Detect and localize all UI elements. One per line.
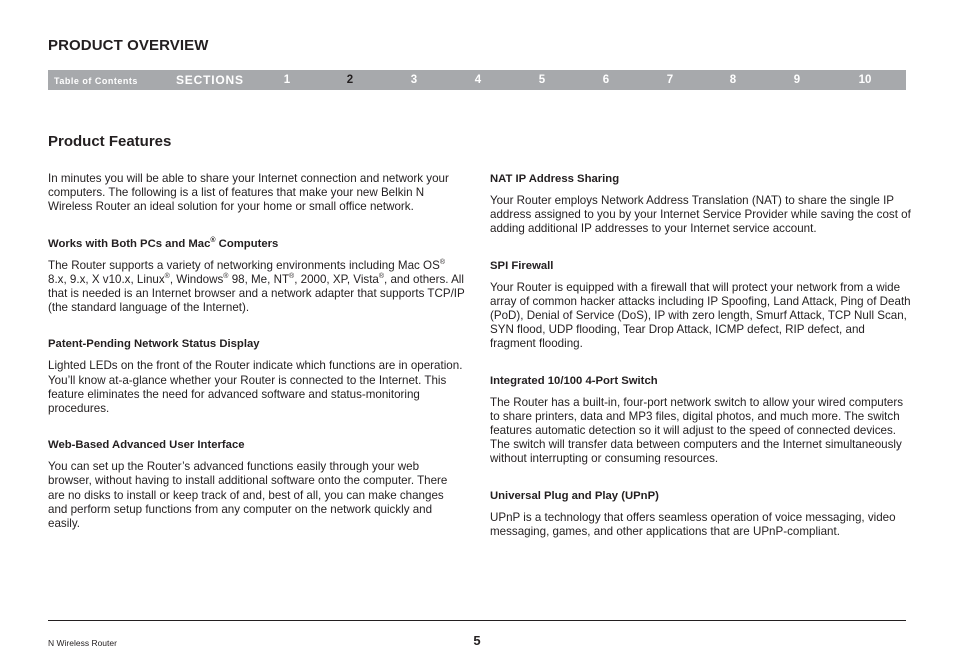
feature-body: The Router has a built-in, four-port network switch to allow your wired computers to share printers, data and MP3 files, digital photos, and much more. The switch features automatic detection so it will adjust to the speed of connected devices. The switch will transfer data between computers and the Internet simultaneously without interrupting or consuming resources. xyxy=(490,395,904,466)
sections-label: SECTIONS xyxy=(176,73,244,87)
section-link-10[interactable]: 10 xyxy=(858,74,872,86)
section-link-5[interactable]: 5 xyxy=(538,74,546,86)
footer-divider xyxy=(48,620,906,621)
table-of-contents-link[interactable]: Table of Contents xyxy=(54,76,138,86)
feature-heading: Universal Plug and Play (UPnP) xyxy=(490,489,659,502)
feature-heading: NAT IP Address Sharing xyxy=(490,173,620,185)
feature-heading: SPI Firewall xyxy=(490,259,554,272)
feature-heading: Patent-Pending Network Status Display xyxy=(48,338,260,351)
intro-paragraph: In minutes you will be able to share your Internet connection and network your computers. The following is a list of features that make your new Belkin N Wireless Router an ideal solution for your home or small office network. xyxy=(48,172,449,214)
feature-body: Lighted LEDs on the front of the Router indicate which functions are in operation. You’ll know at-a-glance whether your Router is connected to the Internet. This feature eliminates the need for advanced software and status-monitoring procedures. xyxy=(48,359,463,416)
feature-body: UPnP is a technology that offers seamless operation of voice messaging, video messaging, games, and other applications that are UPnP-compliant. xyxy=(490,510,896,538)
left-column xyxy=(48,172,466,531)
feature-body: The Router supports a variety of networking environments including Mac OS® 8.x, 9.x, X v10.x, Linux®, Windows® 98, Me, NT®, 2000, XP, Vista®, and others. All that is needed is an Internet browser and a network adapter that supports TCP/IP (the standard language of the Internet). xyxy=(48,258,465,315)
feature-heading: Web-Based Advanced User Interface xyxy=(48,439,245,452)
section-link-3[interactable]: 3 xyxy=(410,74,418,86)
page-number: 5 xyxy=(473,633,481,648)
section-link-1[interactable]: 1 xyxy=(283,74,291,86)
section-link-7[interactable]: 7 xyxy=(666,74,674,86)
page-header-title: PRODUCT OVERVIEW xyxy=(48,37,209,54)
section-link-9[interactable]: 9 xyxy=(793,74,801,86)
right-column xyxy=(490,172,912,539)
section-navbar xyxy=(48,70,906,90)
section-title: Product Features xyxy=(48,133,172,150)
section-link-6[interactable]: 6 xyxy=(602,74,610,86)
feature-body: You can set up the Router’s advanced functions easily through your web browser, without having to install additional software onto the computer. There are no disks to install or keep track of and, best of all, you can make changes and perform setup functions from any computer on the network quickly and easily. xyxy=(48,460,448,531)
section-link-8[interactable]: 8 xyxy=(729,74,737,86)
feature-body: Your Router is equipped with a firewall that will protect your network from a wide array of common hacker attacks including IP Spoofing, Land Attack, Ping of Death (PoD), Denial of Service (DoS), IP with zero length, Smurf Attack, TCP Null Scan, SYN flood, UDP flooding, Tear Drop Attack, ICMP defect, RIP defect, and fragment flooding. xyxy=(490,280,911,351)
feature-heading: Integrated 10/100 4-Port Switch xyxy=(490,374,658,387)
section-link-2[interactable]: 2 xyxy=(346,74,354,86)
feature-body: Your Router employs Network Address Translation (NAT) to share the single IP address assigned to you by your Internet Service Provider while saving the cost of adding additional IP addresses to your Internet service account. xyxy=(490,194,911,236)
footer-product-name: N Wireless Router xyxy=(48,638,117,648)
section-link-4[interactable]: 4 xyxy=(474,74,482,86)
feature-heading: Works with Both PCs and Mac® Computers xyxy=(48,236,279,250)
